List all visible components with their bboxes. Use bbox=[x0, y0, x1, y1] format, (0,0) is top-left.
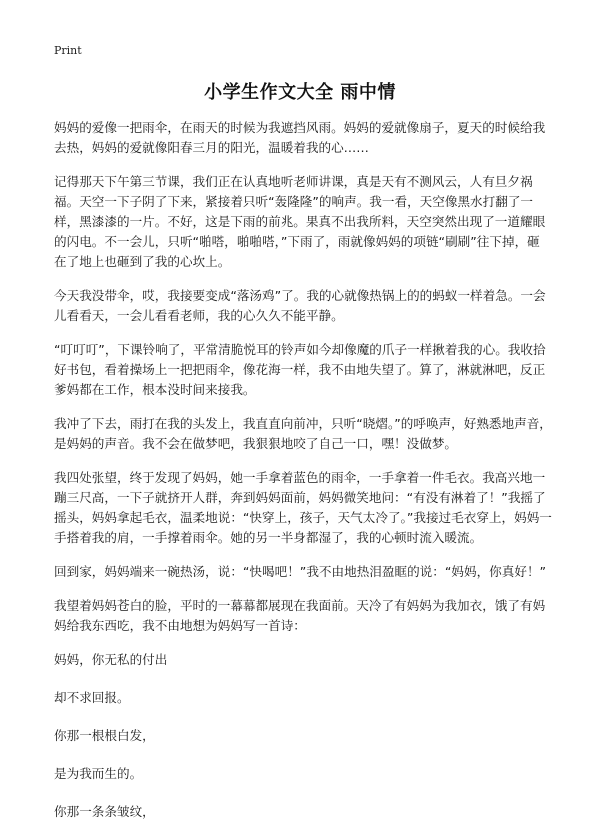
poem-line: 是为我而生的。 bbox=[54, 766, 143, 781]
print-link[interactable]: Print bbox=[54, 44, 82, 57]
paragraph: 我冲了下去，雨打在我的头发上，我直直向前冲，只听“晓熠。”的呼唤声，好熟悉地声音，是妈妈的声音。我不会在做梦吧，我狠狠地咬了自己一口，嘿！没做梦。 bbox=[54, 416, 552, 451]
poem-line: 妈妈，你无私的付出 bbox=[54, 652, 168, 667]
poem-line: 你那一条条皱纹， bbox=[54, 804, 155, 819]
paragraph: “叮叮叮”，下课铃响了，平常清脆悦耳的铃声如今却像魔的爪子一样揪着我的心。我收拾好书包，看着操场上一把把雨伞，像花海一样，我不由地失望了。算了，淋就淋吧，反正爹妈都在工作，根本没时间来接我。 bbox=[54, 342, 546, 397]
paragraph: 我望着妈妈苍白的脸，平时的一幕幕都展现在我面前。天冷了有妈妈为我加衣，饿了有妈妈给我东西吃，我不由地想为妈妈写一首诗： bbox=[54, 598, 546, 633]
page-title: 小学生作文大全 雨中情 bbox=[204, 82, 396, 103]
poem-line: 你那一根根白发， bbox=[54, 728, 155, 743]
paragraph: 回到家，妈妈端来一碗热汤，说：“快喝吧！”我不由地热泪盈眶的说：“妈妈，你真好！” bbox=[54, 564, 547, 579]
poem-line: 却不求回报。 bbox=[54, 690, 130, 705]
paragraph: 我四处张望，终于发现了妈妈，她一手拿着蓝色的雨伞，一手拿着一件毛衣。我高兴地一蹦三尺高，一下子就挤开人群，奔到妈妈面前，妈妈微笑地问：“有没有淋着了！”我摇了摇头，妈妈拿起毛衣，温柔地说：“快穿上，孩子，天气太冷了。”我接过毛衣穿上，妈妈一手搭着我的肩，一手撑着雨伞。她的另一半身都湿了，我的心顿时流入暖流。 bbox=[54, 470, 552, 545]
paragraph: 今天我没带伞，哎，我接要变成“落汤鸡”了。我的心就像热锅上的的蚂蚁一样着急。一会儿看看天，一会儿看看老师，我的心久久不能平静。 bbox=[54, 288, 546, 323]
paragraph: 妈妈的爱像一把雨伞，在雨天的时候为我遮挡风雨。妈妈的爱就像扇子，夏天的时候给我去热，妈妈的爱就像阳春三月的阳光，温暖着我的心…… bbox=[54, 120, 546, 155]
article-body bbox=[54, 118, 552, 840]
paragraph: 记得那天下午第三节课，我们正在认真地听老师讲课，真是天有不测风云，人有旦夕祸福。天空一下子阴了下来，紧接着只听“轰隆隆”的响声。我一看，天空像黑水打翻了一样，黑漆漆的一片。不好，这是下雨的前兆。果真不出我所料，天空突然出现了一道耀眼的闪电。不一会儿，只听“啪嗒，啪啪嗒，”下雨了，雨就像妈妈的项链“刷刷”往下掉，砸在了地上也砸到了我的心坎上。 bbox=[54, 174, 546, 269]
